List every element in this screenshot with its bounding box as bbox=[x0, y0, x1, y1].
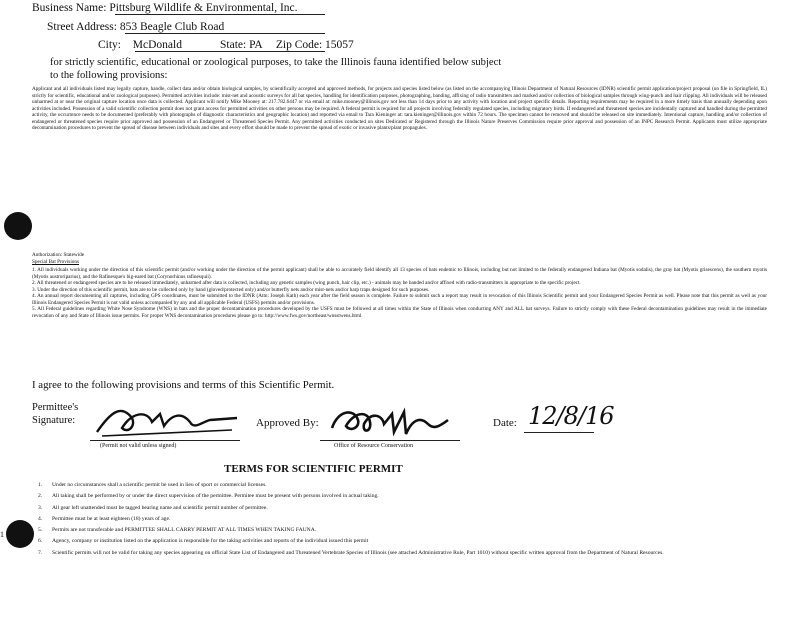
date-value: 12/8/16 bbox=[528, 402, 614, 430]
terms-list bbox=[38, 482, 768, 561]
date-label: Date: bbox=[493, 417, 517, 429]
city-label: City: bbox=[98, 39, 122, 51]
special-provision-item: 1. All individuals working under the direction of this scientific permit (and/or working under the direction of the permit applicant) shall be able to accurately field identify all 13 species of bats endemic to Illinois, including but not limited to the federally endangered Indiana bat (Myotis sodalis), the gray bat (Myotis grisescens), the southern myotis (Myotis austroriparius), and the Rafinesque's big-eared bat (Corynorhinus rafinesquii). bbox=[32, 267, 767, 280]
city-underline bbox=[135, 51, 325, 52]
state-zip-line bbox=[220, 38, 354, 52]
special-provisions-title: Special Bat Provisions bbox=[32, 259, 79, 265]
permittee-signature bbox=[92, 400, 242, 440]
term-item: 3. All gear left unattended must be tagged bearing name and scientific permit number of permittee. bbox=[38, 504, 268, 511]
permittee-signature-line bbox=[90, 440, 240, 441]
term-item: 7. Scientific permits will not be valid for taking any species appearing on official State List of Endangered and Threatened Vertebrate Species of Illinois (see attached Administrative Rule, Part 1010) without specific written approval from the Department of Natural Resources. bbox=[38, 549, 664, 556]
state-label: State: bbox=[220, 39, 247, 51]
hole-punch-icon bbox=[4, 212, 32, 240]
agreement-text: I agree to the following provisions and terms of this Scientific Permit. bbox=[32, 379, 335, 391]
term-item: 6. Agency, company or institution listed on the application is responsible for the taking activities and reports of the individual issued this permit bbox=[38, 538, 369, 545]
purpose-line-1: for strictly scientific, educational or zoological purposes, to take the Illinois fauna identified below subject bbox=[50, 57, 502, 68]
street-value: 853 Beagle Club Road bbox=[119, 21, 225, 33]
special-provisions-list bbox=[32, 267, 767, 319]
term-item: 1. Under no circumstances shall a scientific permit be used in lieu of sport or commercial licenses. bbox=[38, 482, 267, 488]
business-name-line bbox=[32, 1, 298, 15]
permittee-label-line2: Signature: bbox=[32, 415, 76, 426]
special-provision-item: 4. An annual report documenting all captures, including GPS coordinates, must be submitted to the IDNR (Attn: Joseph Kath) each year after the field season is complete. Failure to submit such a report may result in revocation of this Illinois Scientific permit and your Endangered Species Permit as well. Please note that this permit as well as your Illinois Endangered Species Permit is not valid unless accompanied by any and all applicable Federal (USFS) permits and/or provisions. bbox=[32, 293, 767, 306]
special-provision-item: 3. Under the direction of this scientific permit, bats are to be collected only by hand (gloved/protected only) and/or butterfly nets and/or mist-nets and/or harp traps designed for such purposes. bbox=[32, 286, 430, 293]
term-item: 5. Permits are not transferable and PERMITTEE SHALL CARRY PERMIT AT ALL TIMES WHEN TAKING FAUNA. bbox=[38, 527, 317, 534]
hole-punch-icon bbox=[6, 520, 34, 548]
special-provision-item: 2. All threatened or endangered species are to be released immediately, unharmed after data is collected, including any genetic samples (wing punch, hair clip, etc.) - animals may be banded and/or affixed with radio-transmitters in appropriate to the specific project. bbox=[32, 280, 581, 286]
zip-label: Zip Code: bbox=[275, 39, 323, 51]
street-label: Street Address: bbox=[47, 21, 117, 33]
business-name-underline bbox=[115, 14, 325, 15]
provisions-paragraph: Applicant and all individuals listed may legally capture, handle, collect data and/or obtain biological samples, by scientifically accepted and approved methods, for projects and species listed below (as listed on the accompanying Illinois Department of Natural Resources (IDNR) scientific permit application/project proposal (on file in Springfield, IL) strictly for scientific, educational and/or zoological purposes). Permitted activities include: mist-net and acoustic surveys for all bat species, handling for identification purposes, photographing, banding, affixing of radio transmitters and marked and/or collection of biological samples through wing-punch and hair clipping. All individuals will be released unharmed at or near the original capture location once data is collected. Applicant will notify Mike Mooney at: 217.782.6447 or via email at: mike.mooney@illinois.gov not less than 14 days prior to any activity with location and project specific details. Reporting requirements may be required in a more timely basis than annually depending upon activities included. Possession of a valid scientific collection permit does not grant access for permitted activities on other persons may be required. A federal permit is required for all projects involving federally regulated species, including migratory birds. If endangered and threatened species are incidentally captured and handled during the permitted activity, the occurrence needs to be documented (preferably with photographs of diagnostic characteristics and geographic location) and reported via email to Tara Kieninger at: tara.kieninger@illinois.gov within 72 hours. The specimen cannot be removed and should be released on site immediately. Intentional capture, handling and/or collection of endangered or threatened species require prior approved and possession of an Endangered or Threatened Species Permit. Any permitted activities conducted on sites Dedicated or Registered through the Illinois Nature Preserves Commission require prior approval and possession of an INPC Research Permit. Applicants must utilize appropriate decontamination procedures to prevent the spread of disease between individuals and sites and every effort should be made to prevent the spread of exotic or invasive plants/plant propagules. bbox=[32, 86, 767, 131]
term-item: 2. All taking shall be performed by or under the direct supervision of the permittee. Permitee must be present with persons involved in actual taking. bbox=[38, 493, 379, 500]
permittee-note: (Permit not valid unless signed) bbox=[100, 443, 177, 449]
term-item: 4. Permittee must be at least eighteen (18) years of age. bbox=[38, 515, 171, 522]
date-line bbox=[524, 432, 594, 433]
business-name-label: Business Name: bbox=[32, 2, 107, 14]
street-line bbox=[47, 20, 224, 34]
city-value: McDonald bbox=[132, 39, 182, 51]
permittee-label bbox=[32, 401, 78, 427]
state-value: PA bbox=[249, 39, 263, 51]
approver-signature bbox=[324, 402, 454, 444]
city-line bbox=[98, 38, 182, 52]
zip-value: 15057 bbox=[325, 39, 354, 51]
business-name-value: Pittsburg Wildlife & Environmental, Inc. bbox=[109, 2, 298, 14]
margin-mark: 1 bbox=[0, 530, 4, 539]
special-provision-item: 5. All Federal guidelines regarding White Nose Syndrome (WNS) in bats and the proper decontamination procedures developed by the USFS must be followed at all times within the State of Illinois when conducting ANY and ALL bat surveys. Failure to strictly comply with these Federal decontamination guidelines may result in the immediate revocation of any and State of Illinois issue permits. For proper WNS decontamination procedures please go to: http://www.fws.gov/northeast/wnsstwens.html bbox=[32, 306, 767, 319]
permittee-label-line1: Permittee's bbox=[32, 402, 79, 413]
purpose-line-2: to the following provisions: bbox=[50, 70, 168, 81]
approved-label: Approved By: bbox=[256, 417, 319, 429]
approver-note: Office of Resource Conservation bbox=[334, 443, 414, 449]
authorization-line: Authorization: Statewide bbox=[32, 252, 85, 258]
terms-title: TERMS FOR SCIENTIFIC PERMIT bbox=[224, 463, 403, 475]
approver-signature-line bbox=[320, 440, 460, 441]
street-underline bbox=[125, 33, 325, 34]
